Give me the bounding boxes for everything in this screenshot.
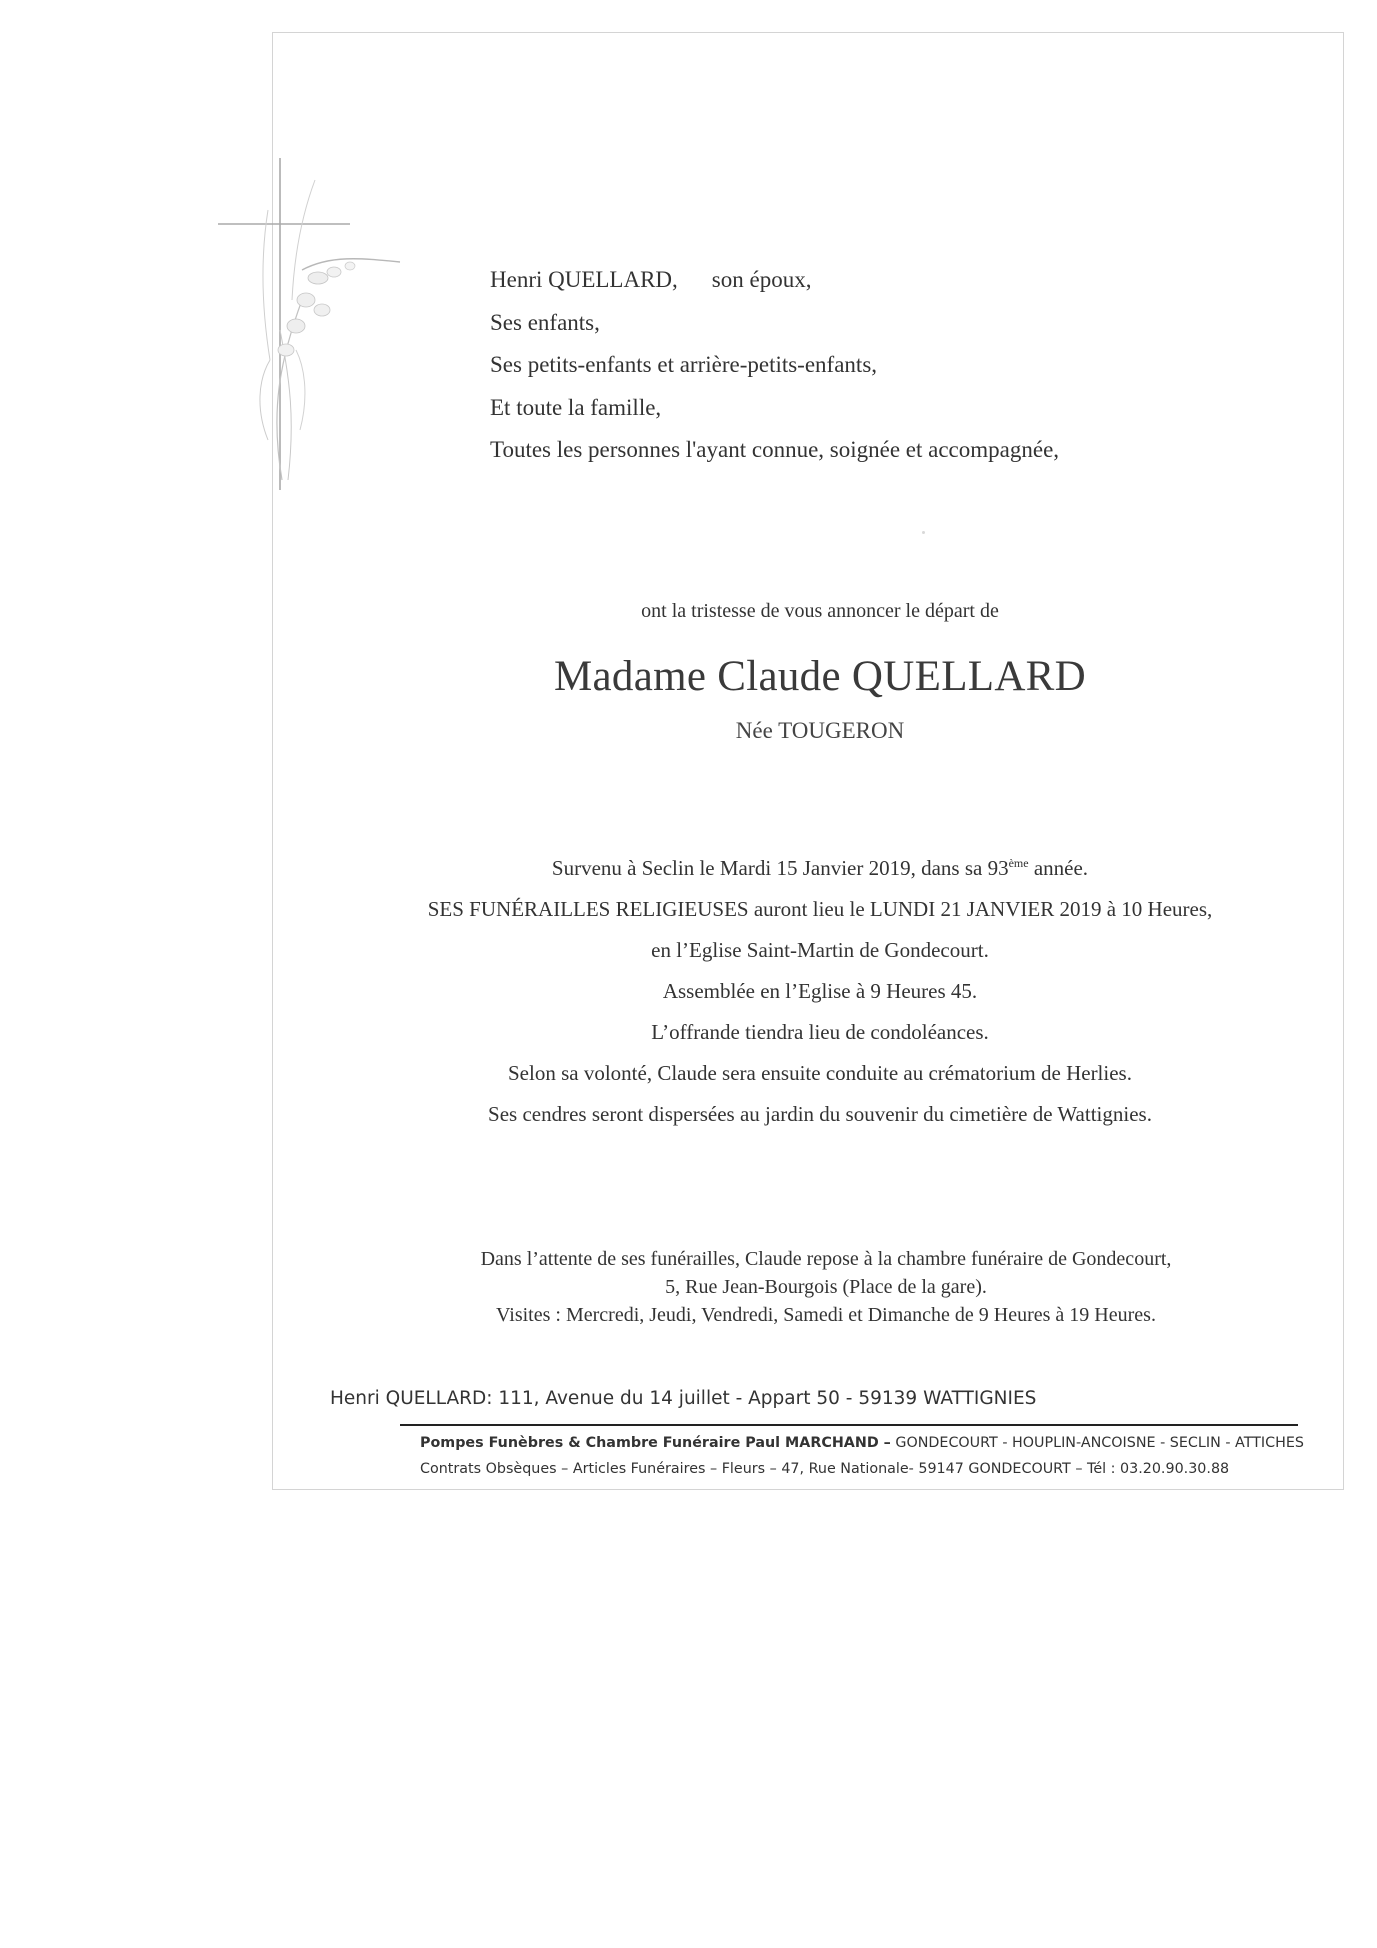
wake-info (0, 1245, 1377, 1329)
offering-line: L’offrande tiendra lieu de condoléances. (651, 1020, 989, 1044)
cross-lily-ornament-icon (210, 150, 410, 500)
family-children-line: Ses enfants, (490, 309, 600, 335)
crematorium-line: Selon sa volonté, Claude sera ensuite conduite au crématorium de Herlies. (508, 1061, 1132, 1085)
footer-divider (400, 1424, 1298, 1426)
footer-line-2: Contrats Obsèques – Articles Funéraires – Fleurs – 47, Rue Nationale- 59147 GONDECOURT – Tél : 03.20.90.30.88 (420, 1461, 1230, 1477)
funeral-date-line: SES FUNÉRAILLES RELIGIEUSES auront lieu le LUNDI 21 JANVIER 2019 à 10 Heures, (427, 897, 1213, 921)
family-spouse-line (490, 259, 1059, 302)
funeral-home-footer (420, 1430, 1304, 1482)
family-caregivers-line: Toutes les personnes l'ayant connue, soignée et accompagnée, (490, 437, 1060, 462)
footer-line-1 (420, 1430, 1304, 1456)
wake-location-line: Dans l’attente de ses funérailles, Claude repose à la chambre funéraire de Gondecourt, (480, 1248, 1172, 1270)
family-whole-line: Et toute la famille, (490, 394, 662, 420)
family-grandchildren-line: Ses petits-enfants et arrière-petits-enfants, (490, 352, 878, 377)
scan-speck (922, 531, 925, 534)
family-list (490, 259, 1059, 472)
spouse-name: Henri QUELLARD, (490, 267, 678, 292)
spouse-relation: son époux, (711, 267, 812, 292)
deceased-name: Madame Claude QUELLARD (553, 653, 1087, 700)
announcement-text: ont la tristesse de vous annoncer le départ de (641, 600, 999, 622)
maiden-name: Née TOUGERON (735, 718, 905, 743)
funeral-home-locations: GONDECOURT - HOUPLIN-ANCOISNE - SECLIN - ATTICHES (890, 1435, 1304, 1451)
assembly-line: Assemblée en l’Eglise à 9 Heures 45. (662, 979, 978, 1003)
funeral-home-name: Pompes Funèbres & Chambre Funéraire Paul MARCHAND – (420, 1435, 891, 1451)
church-line: en l’Eglise Saint-Martin de Gondecourt. (651, 938, 989, 962)
funeral-details (0, 843, 1377, 1135)
wake-address-line: 5, Rue Jean-Bourgois (Place de la gare). (665, 1276, 987, 1298)
death-line: Survenu à Seclin le Mardi 15 Janvier 2019, dans sa 93ème année. (551, 856, 1089, 880)
family-contact-address: Henri QUELLARD: 111, Avenue du 14 juillet - Appart 50 - 59139 WATTIGNIES (330, 1388, 1037, 1409)
wake-visits-line: Visites : Mercredi, Jeudi, Vendredi, Samedi et Dimanche de 9 Heures à 19 Heures. (496, 1304, 1156, 1326)
ashes-line: Ses cendres seront dispersées au jardin du souvenir du cimetière de Wattignies. (488, 1102, 1152, 1126)
